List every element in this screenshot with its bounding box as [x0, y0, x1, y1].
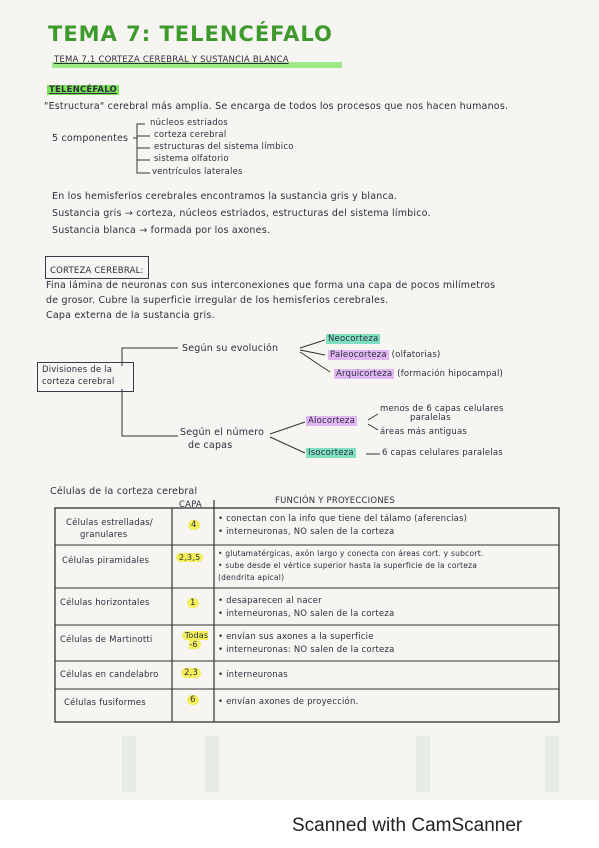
table-cell-capa: 2,3 — [181, 668, 201, 678]
paleocorteza-note: (olfatorias) — [391, 350, 441, 360]
table-cell-capa: 4 — [188, 520, 200, 530]
segun-numero-capas: de capas — [188, 440, 233, 451]
component-item: ventrículos laterales — [152, 167, 243, 177]
table-cell-function: • interneuronas — [218, 670, 288, 680]
alocorteza-note: áreas más antiguas — [380, 427, 468, 437]
telencefalo-definition: "Estructura" cerebral más amplia. Se encarga de todos los procesos que nos hacen humanos. — [44, 101, 509, 112]
table-cell-function: • envían axones de proyección. — [218, 697, 359, 707]
sustancia-blanca-line: Sustancia blanca → formada por los axones. — [52, 225, 271, 236]
table-cell-name: Células en candelabro — [60, 670, 159, 680]
column-header-funcion: FUNCIÓN Y PROYECCIONES — [275, 496, 395, 506]
component-item: corteza cerebral — [154, 130, 227, 140]
alocorteza-label: Alocorteza — [308, 416, 355, 426]
divisiones-box — [37, 362, 134, 392]
segun-evolucion: Según su evolución — [182, 343, 279, 354]
table-cell-name: granulares — [80, 530, 128, 540]
alocorteza-note: paralelas — [410, 413, 451, 423]
table-cell-capa: Todas -6 — [182, 631, 209, 649]
table-cell-capa: 6 — [187, 695, 199, 705]
sustancia-gris-line: Sustancia gris → corteza, núcleos estriados, estructuras del sistema límbico. — [52, 208, 431, 219]
paleocorteza-label: Paleocorteza — [330, 350, 387, 360]
corteza-paragraph-line: de grosor. Cubre la superficie irregular de los hemisferios cerebrales. — [46, 295, 389, 306]
isocorteza-label: Isocorteza — [308, 448, 354, 458]
page-title: TEMA 7: TELENCÉFALO — [48, 22, 333, 46]
section-subtitle: TEMA 7.1 CORTEZA CEREBRAL Y SUSTANCIA BLANCA — [54, 55, 289, 65]
table-cell-function: (dendrita apical) — [218, 573, 285, 582]
table-cell-name: Células de Martinotti — [60, 635, 153, 645]
corteza-heading: CORTEZA CEREBRAL: — [50, 266, 144, 276]
arquicorteza-label: Arquicorteza — [336, 369, 393, 379]
table-cell-function: • interneuronas, NO salen de la corteza — [218, 609, 395, 619]
table-cell-name: Células fusiformes — [64, 698, 146, 708]
table-cell-name: Células horizontales — [60, 598, 150, 608]
table-cell-function: • interneuronas: NO salen de la corteza — [218, 645, 395, 655]
isocorteza-note: 6 capas celulares paralelas — [382, 448, 503, 458]
component-item: sistema olfatorio — [154, 154, 229, 164]
table-cell-capa: 2,3,5 — [176, 553, 203, 562]
neocorteza-label: Neocorteza — [328, 334, 379, 344]
table-caption: Células de la corteza cerebral — [50, 486, 198, 497]
table-cell-function: • interneuronas, NO salen de la corteza — [218, 527, 395, 537]
table-cell-function: • sube desde el vértice superior hasta la superficie de la corteza — [218, 561, 478, 570]
table-cell-function: • envían sus axones a la superficie — [218, 632, 374, 642]
table-cell-function: • conectan con la info que tiene del tálamo (aferencias) — [218, 514, 468, 524]
alocorteza-note: menos de 6 capas celulares — [380, 404, 504, 414]
component-item: núcleos estriados — [150, 118, 228, 128]
component-item: estructuras del sistema límbico — [154, 142, 294, 152]
divisiones-box-line: corteza cerebral — [42, 377, 115, 387]
corteza-paragraph-line: Fina lámina de neuronas con sus interconexiones que forma una capa de pocos milímetros — [46, 280, 496, 291]
components-label: 5 componentes — [52, 133, 129, 144]
camscanner-footer: Scanned with CamScanner — [292, 815, 523, 836]
segun-numero-capas: Según el número — [180, 427, 265, 438]
table-cell-capa: 1 — [187, 598, 199, 608]
arquicorteza-note: (formación hipocampal) — [397, 369, 504, 379]
column-header-capa: CAPA — [179, 500, 202, 510]
table-cell-name: Células estrelladas/ — [66, 518, 153, 528]
corteza-paragraph-line: Capa externa de la sustancia gris. — [46, 310, 215, 321]
table-cell-function: • desaparecen al nacer — [218, 596, 322, 606]
divisiones-box-line: Divisiones de la — [42, 365, 113, 375]
telencefalo-heading: TELENCÉFALO — [49, 85, 117, 95]
sustancia-line: En los hemisferios cerebrales encontramos la sustancia gris y blanca. — [52, 191, 398, 202]
table-cell-function: • glutamatérgicas, axón largo y conecta con áreas cort. y subcort. — [218, 549, 484, 558]
table-cell-name: Células piramidales — [62, 556, 150, 566]
